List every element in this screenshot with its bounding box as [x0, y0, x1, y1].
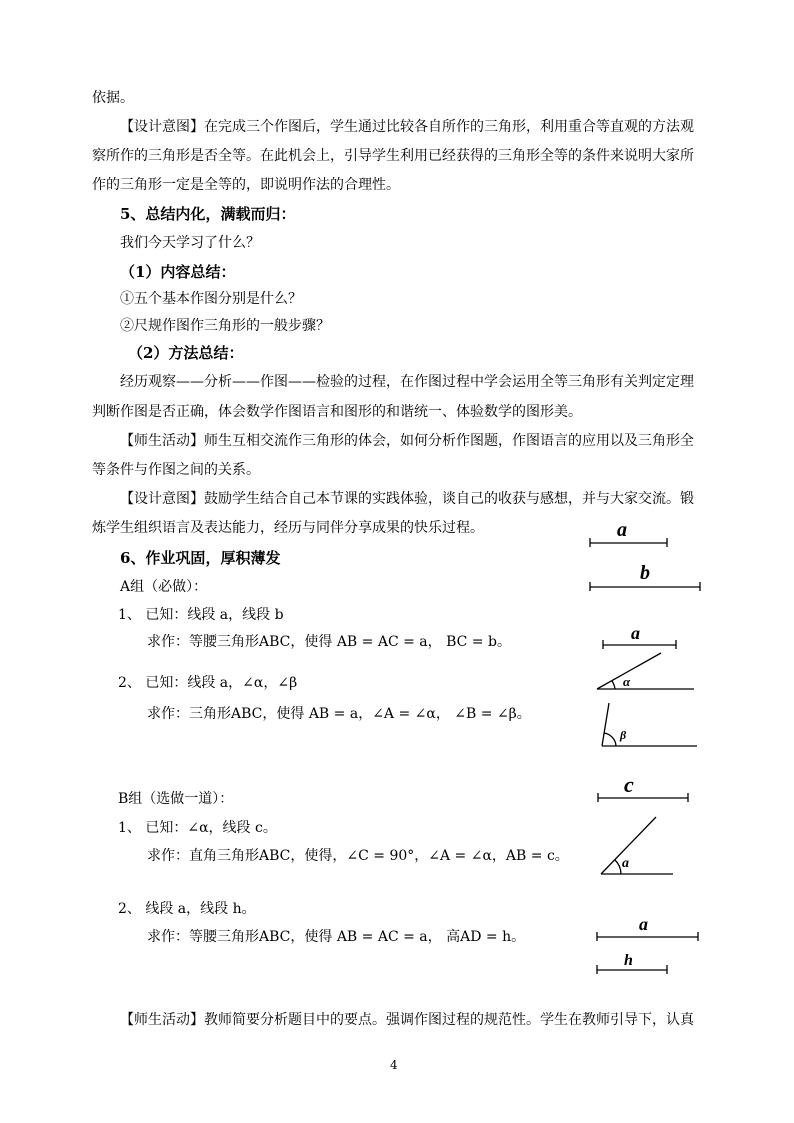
segment-c-label: c: [624, 772, 634, 797]
problem-requirement: 求作：等腰三角形ABC，使得 AB = AC = a， BC = b。: [147, 634, 511, 650]
text-line: 依据。: [92, 90, 134, 106]
text-line: 【师生活动】师生互相交流作三角形的体会，如何分析作图题，作图语言的应用以及三角形全: [120, 433, 694, 449]
text-line: 作的三角形一定是全等的，即说明作法的合理性。: [92, 177, 400, 193]
segment-h-label: h: [624, 952, 633, 969]
angle-alpha-label: α: [623, 674, 631, 689]
text-line: 炼学生组织语言及表达能力，经历与同伴分享成果的快乐过程。: [92, 520, 484, 536]
page-number: 4: [390, 1058, 398, 1072]
problem-requirement: 求作：三角形ABC，使得 AB = a，∠A = ∠α， ∠B = ∠β。: [147, 706, 531, 722]
segment-a2-label: a: [631, 623, 640, 643]
text-line: 【师生活动】教师简要分析题目中的要点。强调作图过程的规范性。学生在教师引导下，认真: [120, 1012, 694, 1028]
text-line: 等条件与作图之间的关系。: [92, 462, 260, 478]
sub-heading: （1）内容总结：: [120, 263, 236, 281]
problem-line: 2、 线段 a，线段 h。: [118, 901, 256, 917]
section-heading: 5、总结内化，满载而归：: [120, 205, 296, 223]
segment-c-figure: [598, 793, 688, 802]
angle-alpha2-figure: [601, 817, 673, 874]
problem-line: 2、 已知：线段 a，∠α，∠β: [118, 675, 298, 691]
problem-line: 1、 已知：线段 a，线段 b: [118, 607, 284, 623]
problem-line: 1、 已知：∠α，线段 c。: [118, 820, 277, 836]
segment-b-label: b: [640, 562, 650, 584]
angle-beta-label: β: [620, 728, 627, 742]
text-line: 我们今天学习了什么？: [120, 235, 260, 251]
text-line: 判断作图是否正确，体会数学作图语言和图形的和谐统一、体验数学的图形美。: [92, 404, 582, 420]
sub-heading: （2）方法总结：: [128, 344, 244, 362]
text-line: 经历观察——分析——作图——检验的过程，在作图过程中学会运用全等三角形有关判定定理: [120, 374, 694, 390]
angle-alpha-figure: [597, 653, 694, 689]
problem-requirement: 求作：等腰三角形ABC，使得 AB = AC = a， 高AD = h。: [147, 929, 526, 945]
text-line: ①五个基本作图分别是什么？: [120, 291, 302, 307]
angle-alpha2-label: a: [622, 856, 629, 871]
segment-a3-label: a: [639, 914, 648, 934]
group-label: B组（选做一道）：: [118, 791, 234, 807]
angle-beta-figure: [602, 703, 697, 746]
text-line: 【设计意图】在完成三个作图后，学生通过比较各自所作的三角形，利用重合等直观的方法观: [120, 119, 694, 135]
segment-a-label: a: [617, 519, 627, 541]
text-line: ②尺规作图作三角形的一般步骤？: [120, 318, 330, 334]
segment-a-figure: [590, 538, 667, 547]
problem-requirement: 求作：直角三角形ABC，使得，∠C = 90°，∠A = ∠α，AB = c。: [147, 848, 569, 864]
group-label: A组（必做）：: [120, 579, 208, 595]
section-heading: 6、作业巩固，厚积薄发: [120, 549, 281, 567]
text-line: 【设计意图】鼓励学生结合自己本节课的实践体验，谈自己的收获与感想，并与大家交流。锻: [120, 491, 694, 507]
text-line: 察所作的三角形是否全等。在此机会上，引导学生利用已经获得的三角形全等的条件来说明大家所: [92, 148, 694, 164]
